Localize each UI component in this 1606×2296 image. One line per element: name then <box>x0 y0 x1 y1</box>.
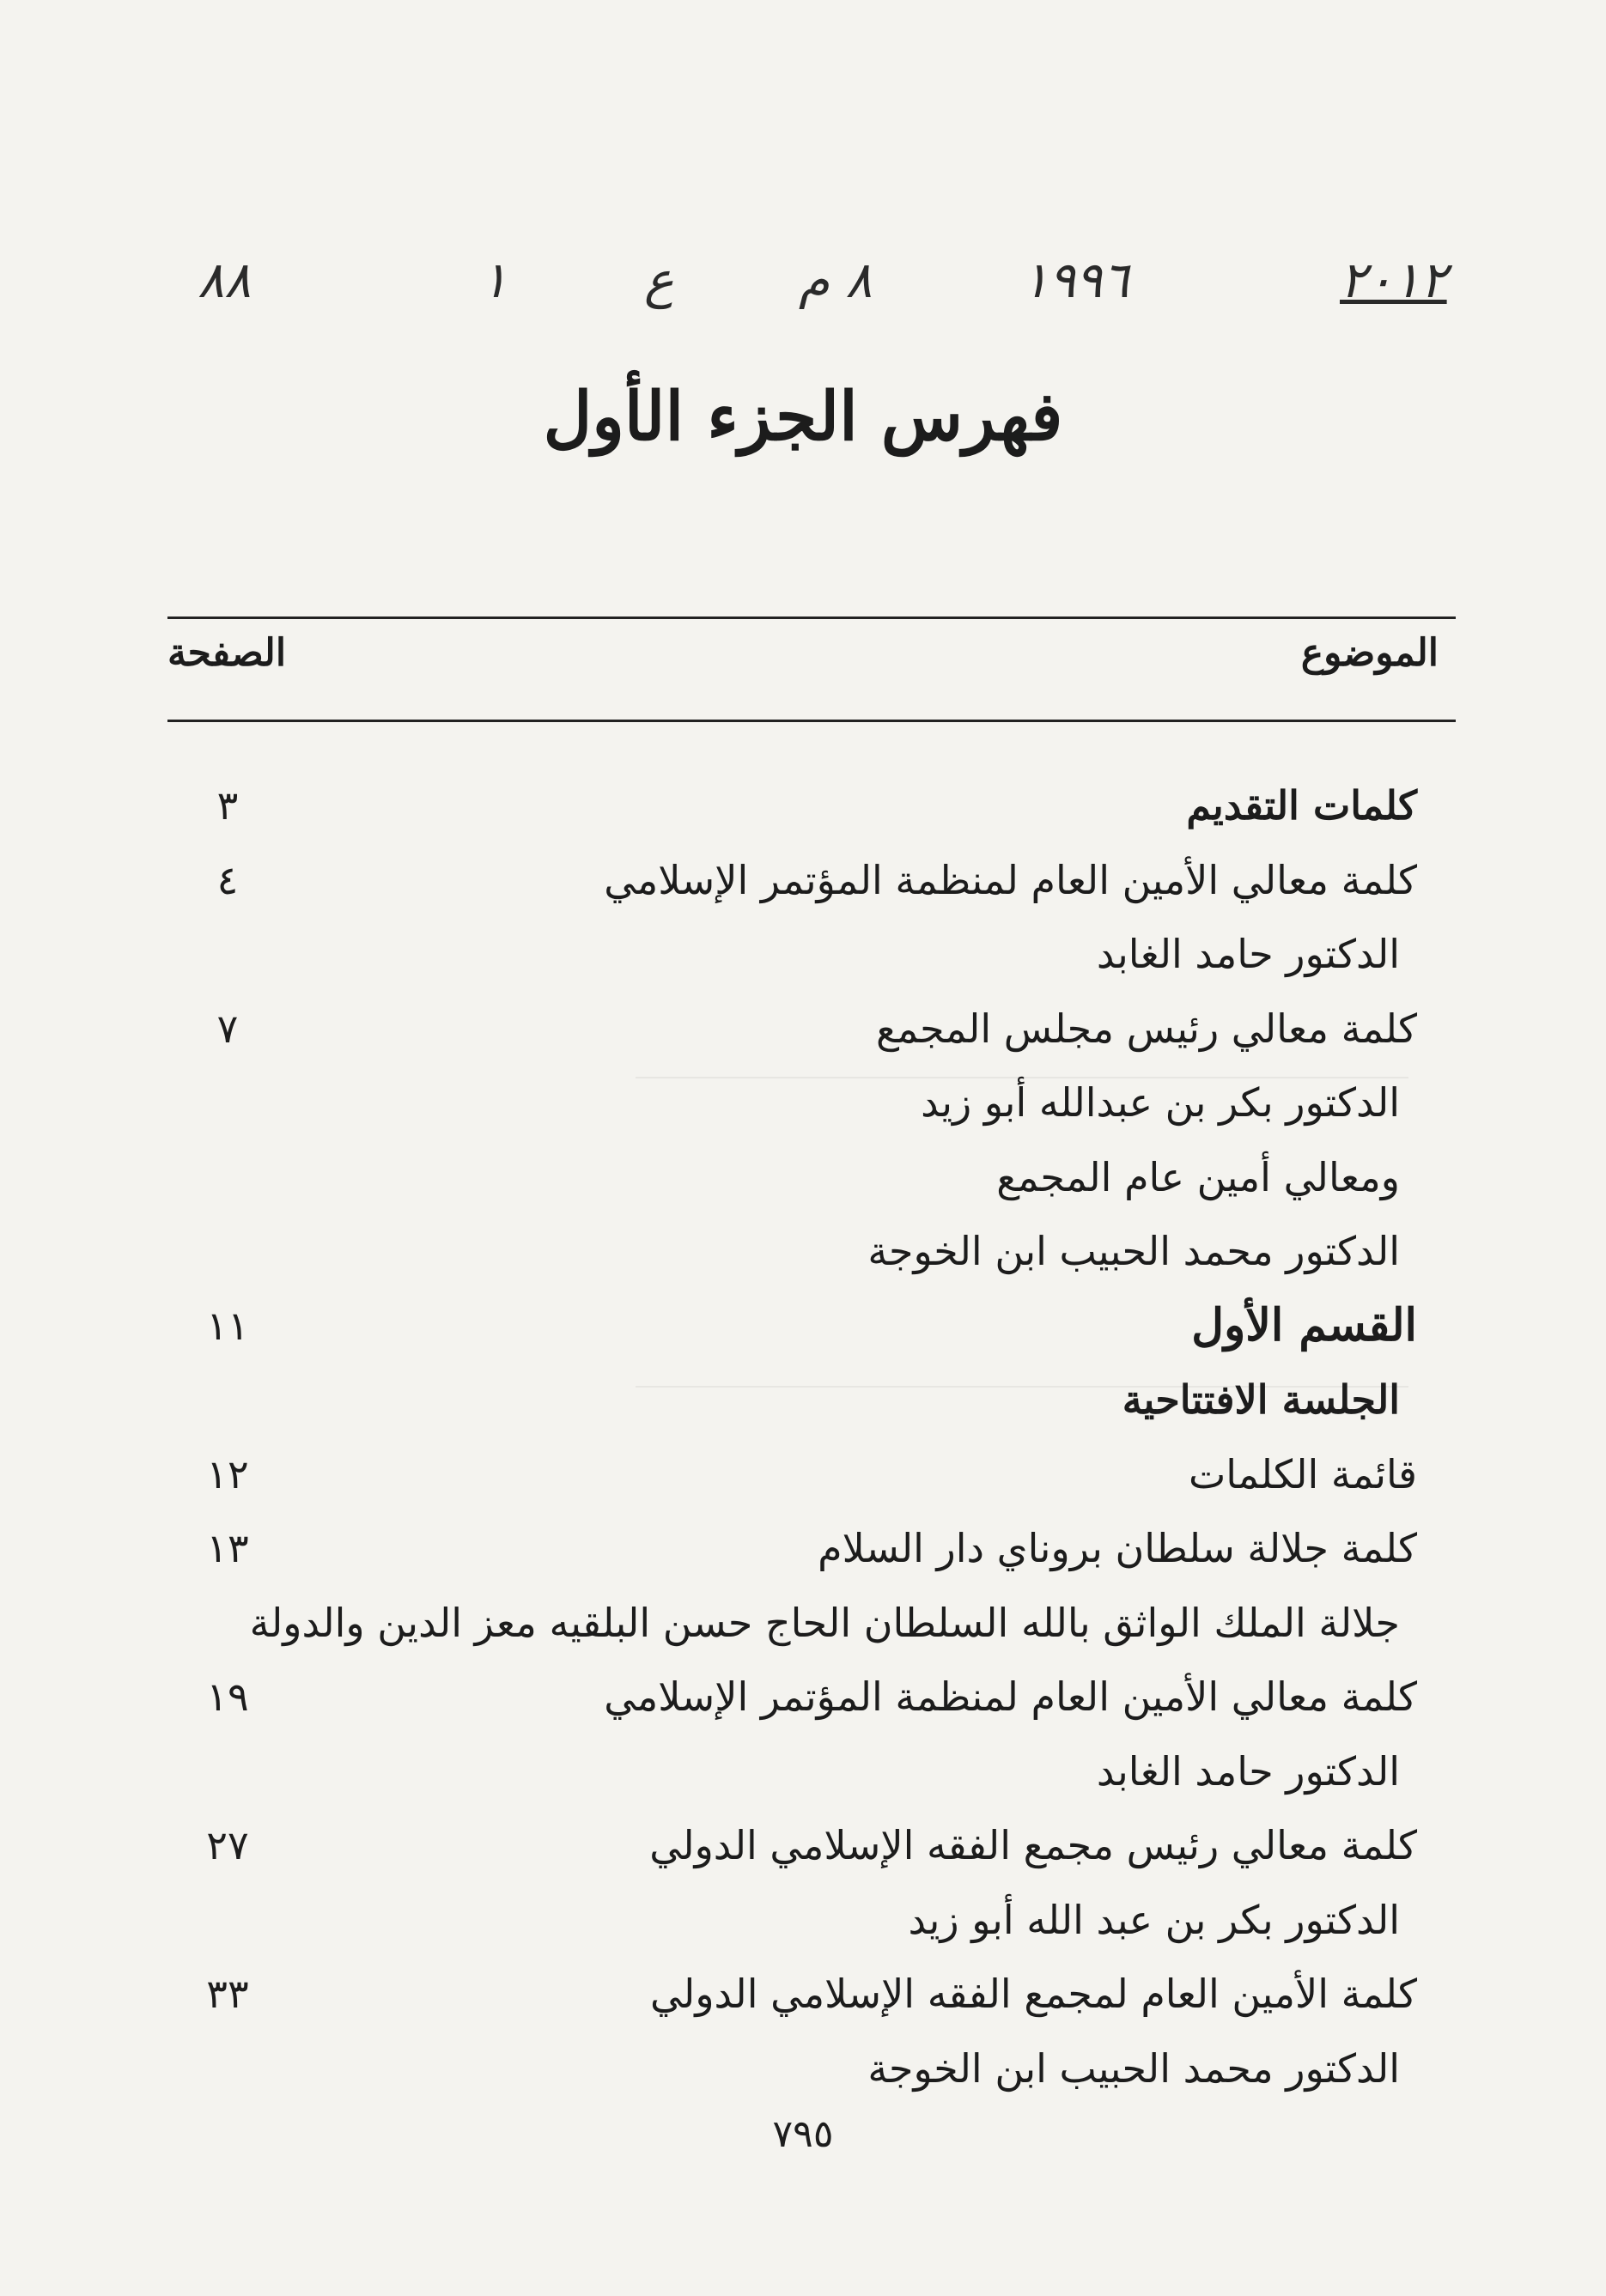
page-number: ٧٩٥ <box>772 2112 834 2156</box>
page-title: فهرس الجزء الأول <box>543 378 1063 456</box>
toc-entry-title: كلمة معالي الأمين العام لمنظمة المؤتمر الإسلامي <box>604 1673 1417 1720</box>
table-of-contents <box>167 768 1456 2105</box>
toc-entry-title: قائمة الكلمات <box>1188 1450 1417 1497</box>
toc-entry-title: كلمة معالي رئيس مجمع الفقه الإسلامي الدولي <box>649 1822 1417 1868</box>
toc-entry-title: كلمة الأمين العام لمجمع الفقه الإسلامي الدولي <box>649 1971 1417 2017</box>
toc-entry <box>167 1883 1456 1958</box>
toc-entry <box>167 992 1456 1066</box>
toc-entry <box>167 768 1456 843</box>
toc-entry-title: القسم الأول <box>1191 1298 1417 1351</box>
toc-entry <box>167 1660 1456 1734</box>
handwritten-note-item: ٢٠١٢ <box>1340 251 1447 309</box>
toc-entry-title: كلمة جلالة سلطان بروناي دار السلام <box>818 1525 1417 1571</box>
page-column-header: الصفحة <box>167 631 287 675</box>
toc-entry <box>167 1586 1456 1661</box>
toc-entry-title: الدكتور حامد الغابد <box>1096 931 1400 977</box>
toc-entry <box>167 2032 1456 2106</box>
toc-entry-page: ٧ <box>216 1005 239 1052</box>
toc-entry <box>167 1808 1456 1883</box>
header-bottom-rule <box>167 720 1456 722</box>
toc-entry-title: كلمة معالي الأمين العام لمنظمة المؤتمر الإسلامي <box>604 856 1417 903</box>
toc-entry <box>167 843 1456 918</box>
handwritten-note-item: ١ <box>481 251 508 309</box>
toc-entry-title: الدكتور حامد الغابد <box>1096 1747 1400 1795</box>
toc-section-heading <box>167 1289 1456 1364</box>
toc-entry-page: ١٣ <box>206 1525 249 1571</box>
toc-entry <box>167 1066 1456 1140</box>
toc-entry-title: ومعالي أمين عام المجمع <box>996 1153 1400 1200</box>
handwritten-note-item: ١٩٩٦ <box>1022 251 1129 309</box>
toc-entry-title: الدكتور بكر بن عبد الله أبو زيد <box>908 1896 1400 1943</box>
toc-entry <box>167 1511 1456 1586</box>
toc-entry-title: كلمة معالي رئيس مجلس المجمع <box>876 1005 1417 1052</box>
handwritten-note-item: ٨ م <box>799 251 873 309</box>
toc-entry-page: ١٢ <box>206 1450 249 1497</box>
toc-entry <box>167 1214 1456 1289</box>
toc-entry-title: الدكتور محمد الحبيب ابن الخوجة <box>867 1228 1400 1274</box>
toc-entry <box>167 1957 1456 2032</box>
toc-entry-title: الدكتور محمد الحبيب ابن الخوجة <box>867 2044 1400 2092</box>
handwritten-note <box>198 251 1486 328</box>
handwritten-note-item: ع <box>644 251 674 309</box>
toc-entry-title: الدكتور بكر بن عبدالله أبو زيد <box>921 1079 1400 1126</box>
toc-entry <box>167 1734 1456 1809</box>
toc-entry-title: الجلسة الافتتاحية <box>1122 1376 1400 1423</box>
toc-entry <box>167 1140 1456 1215</box>
topic-column-header: الموضوع <box>1300 631 1439 675</box>
toc-entry-page: ٤ <box>216 856 239 903</box>
handwritten-note-item: ٨٨ <box>198 251 252 309</box>
toc-entry <box>167 917 1456 992</box>
toc-subsection-heading <box>167 1363 1456 1437</box>
toc-entry-page: ٢٧ <box>206 1822 249 1868</box>
toc-entry-page: ٣ <box>216 782 239 829</box>
top-rule <box>167 617 1456 619</box>
toc-entry-page: ١١ <box>206 1302 249 1349</box>
toc-entry-title: كلمات التقديم <box>1186 782 1417 829</box>
toc-entry <box>167 1437 1456 1512</box>
toc-entry-page: ٣٣ <box>206 1971 249 2017</box>
toc-entry-page: ١٩ <box>206 1673 249 1720</box>
toc-entry-title: جلالة الملك الواثق بالله السلطان الحاج حسن البلقيه معز الدين والدولة <box>249 1599 1400 1646</box>
